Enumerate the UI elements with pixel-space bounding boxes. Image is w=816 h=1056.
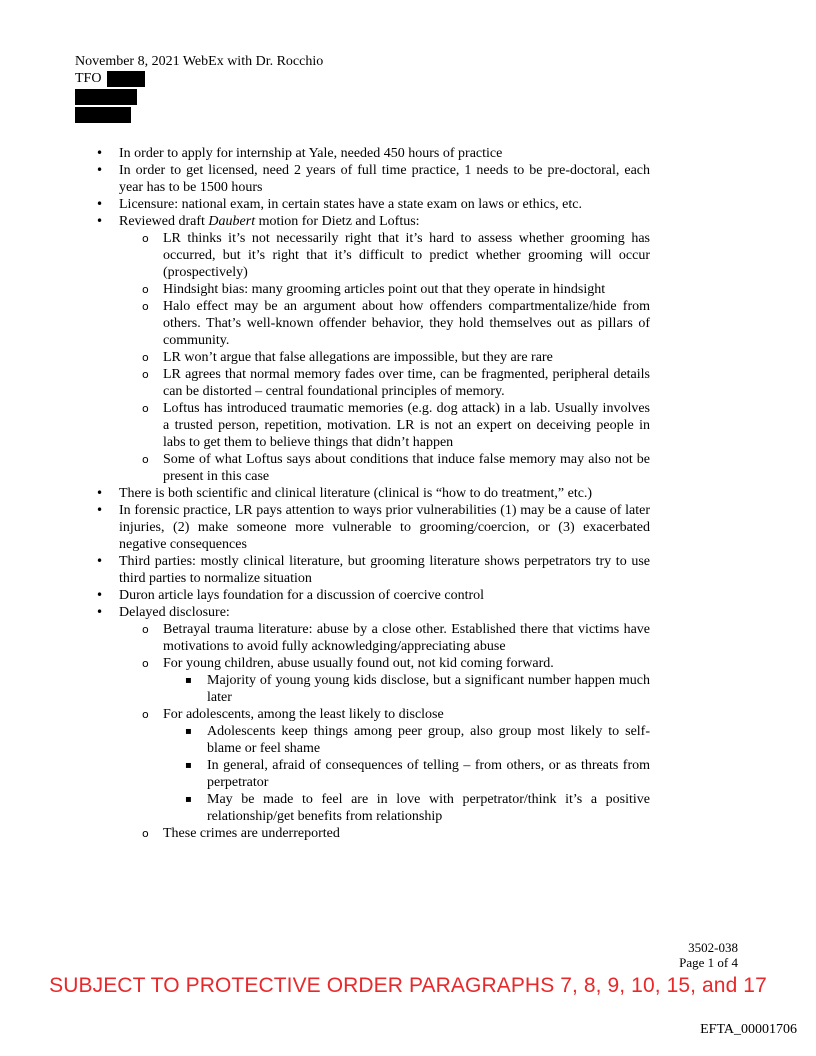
daubert-italic: Daubert <box>208 214 256 229</box>
sub-list-item: o LR won’t argue that false allegations are impossible, but they are rare <box>119 349 650 366</box>
efta-stamp: EFTA_00001706 <box>700 1022 797 1037</box>
list-item: • Duron article lays foundation for a discussion of coercive control <box>75 587 650 604</box>
redacted-line-1 <box>75 89 137 105</box>
sub-sub-list-item: ▪ May be made to feel are in love with perpetrator/think it’s a positive relationship/get benefits from relationship <box>163 791 650 825</box>
list-item-text: Delayed disclosure: <box>119 605 230 620</box>
list-item: • In order to get licensed, need 2 years of full time practice, 1 needs to be pre-doctoral, each year has to be 1500 hours <box>75 162 650 196</box>
sub-list-item: o Halo effect may be an argument about how offenders compartmentalize/hide from others. That’s well-known offender behavior, they hold themselves out as pillars of community. <box>119 298 650 349</box>
redaction-box <box>75 89 137 105</box>
notes-body <box>75 145 650 842</box>
list-item <box>75 604 650 842</box>
sub-list-item: o Some of what Loftus says about conditions that induce false memory may also not be present in this case <box>119 451 650 485</box>
sub-list-item-text: For adolescents, among the least likely to disclose <box>163 707 444 722</box>
protective-order-banner: SUBJECT TO PROTECTIVE ORDER PARAGRAPHS 7, 8, 9, 10, 15, and 17 <box>49 974 767 997</box>
list-item-text: motion for Dietz and Loftus: <box>255 214 420 229</box>
sub-list-item <box>119 706 650 825</box>
sub-sub-list-item: ▪ Adolescents keep things among peer group, also group most likely to self-blame or feel shame <box>163 723 650 757</box>
sub-list <box>119 621 650 842</box>
page-number: Page 1 of 4 <box>679 955 738 970</box>
sub-sub-list-item: ▪ Majority of young young kids disclose, but a significant number happen much later <box>163 672 650 706</box>
list-item: • Licensure: national exam, in certain states have a state exam on laws or ethics, etc. <box>75 196 650 213</box>
sub-list-item: o Hindsight bias: many grooming articles point out that they operate in hindsight <box>119 281 650 298</box>
sub-list-item: o LR thinks it’s not necessarily right that it’s hard to assess whether grooming has occurred, but it’s right that it’s difficult to predict whether grooming will occur (prospectively) <box>119 230 650 281</box>
redaction-box <box>75 107 131 123</box>
sub-sub-list <box>163 723 650 825</box>
sub-list-item: o Betrayal trauma literature: abuse by a close other. Established there that victims have motivations to avoid fully acknowledging/appreciating abuse <box>119 621 650 655</box>
sub-list-item: o LR agrees that normal memory fades over time, can be fragmented, peripheral details can be distorted – central foundational principles of memory. <box>119 366 650 400</box>
list-item: • Third parties: mostly clinical literature, but grooming literature shows perpetrators try to use third parties to normalize situation <box>75 553 650 587</box>
list-item: • In forensic practice, LR pays attention to ways prior vulnerabilities (1) may be a cause of later injuries, (2) make someone more vulnerable to grooming/coercion, or (3) exacerbated negative consequences <box>75 502 650 553</box>
tfo-line <box>75 71 145 87</box>
redaction-box <box>107 71 145 87</box>
sub-list-item-text: For young children, abuse usually found out, not kid coming forward. <box>163 656 554 671</box>
list-item-text: Reviewed draft <box>119 214 209 229</box>
sub-list-item: o These crimes are underreported <box>119 825 650 842</box>
notes-list <box>75 145 650 842</box>
list-item: • There is both scientific and clinical literature (clinical is “how to do treatment,” etc.) <box>75 485 650 502</box>
list-item: • In order to apply for internship at Yale, needed 450 hours of practice <box>75 145 650 162</box>
doc-number: 3502-038 <box>688 940 738 955</box>
memo-title: November 8, 2021 WebEx with Dr. Rocchio <box>75 54 324 69</box>
sub-sub-list <box>163 672 650 706</box>
tfo-label: TFO <box>75 71 102 86</box>
sub-list-item: o Loftus has introduced traumatic memories (e.g. dog attack) in a lab. Usually involves a trusted person, repetition, motivation. LR is not an expert on deceiving people in labs to get them to believe things that didn’t happen <box>119 400 650 451</box>
list-item <box>75 213 650 485</box>
sub-sub-list-item: ▪ In general, afraid of consequences of telling – from others, or as threats from perpetrator <box>163 757 650 791</box>
page-footer-numbers <box>679 940 738 970</box>
sub-list-item <box>119 655 650 706</box>
redacted-line-2 <box>75 107 131 123</box>
sub-list <box>119 230 650 485</box>
